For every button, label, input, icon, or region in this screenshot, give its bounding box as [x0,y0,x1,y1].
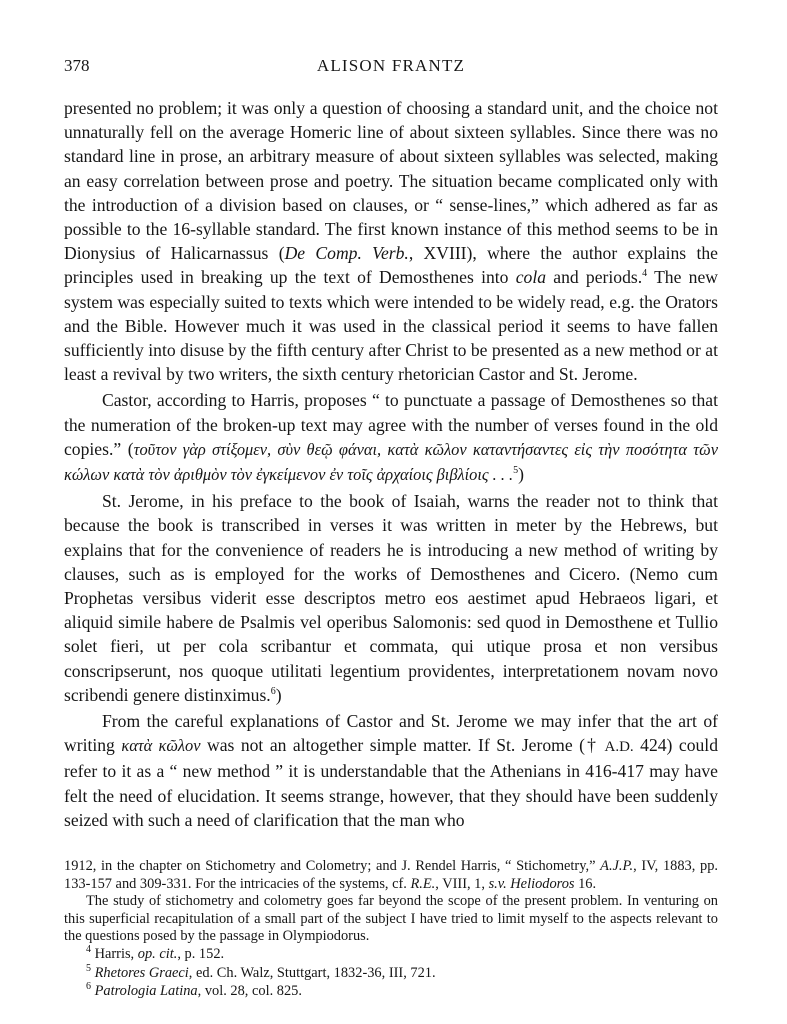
footnote-ref-4: 4 [642,268,648,280]
italic-run: R.E. [410,875,436,892]
text-run: and periods. [546,267,643,288]
text-run: Castor, according to Harris, proposes “ to punctuate a passage of Demosthenes so that the numeration of the broken-up text may agree with the number of verses found in the old copies.” ( [64,390,718,459]
footnote-continuation [64,858,718,893]
text-run: From the careful explanations of Castor and St. Jerome we may infer that the art of writing [64,711,718,756]
text-run: , vol. 28, col. 825. [197,983,302,1000]
text-run: Harris, [91,946,138,963]
italic-run: s.v. Heliodoros [488,875,575,892]
text-run: , IV, 1883, pp. 133-157 and 309-331. For the intricacies of the systems, cf. [64,858,718,892]
text-run: was not an altogether simple matter. If St. Jerome († [200,735,605,756]
footnote-4 [64,946,718,964]
body-text [64,96,718,832]
text-run: , p. 152. [177,946,225,963]
text-run: ) [518,464,525,485]
footnote-ref-6: 6 [270,686,276,698]
footnote-number: 6 [86,981,91,993]
text-run: 16. [574,875,597,892]
running-head: ALISON FRANTZ [316,56,466,75]
italic-run: De Comp. Verb. [284,243,409,264]
italic-run: A.J.P. [600,858,634,875]
text-run: 424) could refer to it as a “ new method ” it is understandable that the Athenians in 416-417 may have felt the need of elucidation. It seems strange, however, that they should have been suddenly seized with such a need of clarification that the man who [64,735,718,830]
italic-run: Patrologia Latina [94,983,198,1000]
footnote-paragraph: The study of stichometry and colometry goes far beyond the scope of the present problem. In venturing on this superficial recapitulation of a small part of the subject I have tried to limit myself to the aspects relevant to the questions posed by the passage in Olympiodorus. [64,893,718,945]
paragraph-1 [64,96,718,386]
page-header [64,56,718,82]
footnote-5 [64,962,718,983]
page-number: 378 [64,56,90,75]
italic-run: Rhetores Graeci [94,964,189,981]
greek-quotation: τοῦτον γὰρ στίξομεν, σὺν θεῷ φάναι, κατὰ κῶλον καταντήσαντες εἰς τὴν ποσότητα τῶν κώλων κατὰ τὸν ἀριθμὸν τὸν ἐγκείμενον ἐν τοῖς ἀρχαίοις βιβλίοις . . . [64,439,718,485]
text-run: St. Jerome, in his preface to the book of Isaiah, warns the reader not to think that because the book is transcribed in verses it was written in meter by the Hebrews, but explains that for the convenience of readers he is introducing a new method of writing by clauses, such as is employed for the works of Demosthenes and Cicero. (Nemo cum Prophetas versibus viderit esse descriptos metro eos aestimet apud Hebraeos ligari, et aliquid simile habere de Psalmis vel operibus Salomonis: sed quod in Demosthene et Tullio solet fieri, ut per cola scribantur et commata, qui utique prosa et non versibus conscripserunt, nos quoque utilitati legentium providentes, interpretationem novam novo scribendi genere distinximus. [64,491,718,705]
paragraph-2 [64,388,718,487]
footnote-number: 4 [86,944,91,956]
text-run: presented no problem; it was only a question of choosing a standard unit, and the choice not unnaturally fell on the average Homeric line of about sixteen syllables. Since there was no standard line in prose, an arbitrary measure of about sixteen syllables was selected, making an easy correlation between prose and poetry. The situation became complicated only with the introduction of a division based on clauses, or “ sense-lines,” which adhered as far as possible to the 16-syllable standard. The first known instance of this method seems to be in Dionysius of Halicarnassus ( [64,98,718,264]
greek-phrase: κατὰ κῶλον [121,736,201,756]
text-run: ) [275,684,282,705]
footnote-number: 5 [86,962,91,974]
paragraph-4 [64,709,718,832]
footnotes [64,858,718,1001]
text-run: , VIII, 1, [435,875,489,892]
italic-run: cola [515,267,547,288]
page [64,56,718,1001]
small-caps-run: A.D. [604,739,634,756]
text-run: , ed. Ch. Walz, Stuttgart, 1832-36, III, 721. [188,964,436,981]
text-run: 1912, in the chapter on Stichometry and Colometry; and J. Rendel Harris, “ Stichometry,” [64,858,601,875]
text-run: The new system was especially suited to texts which were intended to be widely read, e.g. the Orators and the Bible. However much it was used in the classical period it seems to have fallen sufficiently into disuse by the fifth century after Christ to be presented as a new method or at least a revival by two writers, the sixth century rhetorician Castor and St. Jerome. [64,267,718,385]
paragraph-3 [64,489,718,707]
footnote-6 [64,983,718,1001]
text-run: , XVIII), where the author explains the principles used in breaking up the text of Demosthenes into [64,243,718,288]
italic-run: op. cit. [137,946,178,963]
footnote-ref-5: 5 [513,465,519,477]
